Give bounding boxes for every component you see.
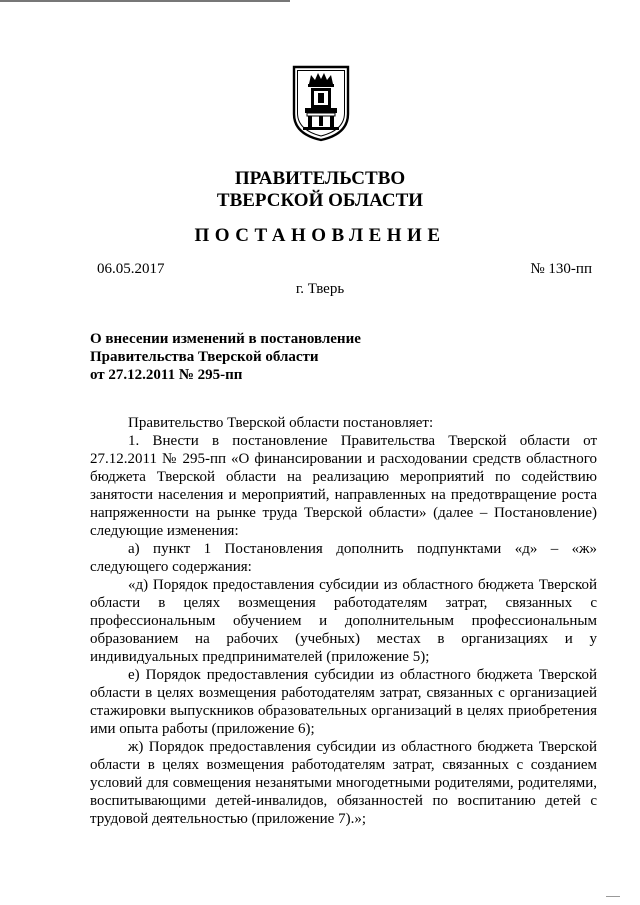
body-paragraph-preamble: Правительство Тверской области постановляет: <box>128 415 434 431</box>
scan-artifact-mark <box>606 896 620 897</box>
document-type-heading: ПОСТАНОВЛЕНИЕ <box>194 225 446 246</box>
tver-coat-of-arms-icon <box>291 64 351 142</box>
organization-name-line-2: ТВЕРСКОЙ ОБЛАСТИ <box>216 190 424 211</box>
organization-name-line-1: ПРАВИТЕЛЬСТВО <box>234 168 406 189</box>
body-paragraph-item-1: 1. Внести в постановление Правительства Тверской области от 27.12.2011 № 295-пп «О финансировании и расходовании средств областного бюджета Тверской области на реализацию мероприятий по содействию занятости населения и мероприятий, направленных на предотвращение роста напряженности на рынке труда Тверской области» (далее – Постановление) следующие изменения: <box>90 433 597 539</box>
document-body <box>90 414 597 828</box>
document-title <box>90 330 490 384</box>
document-date: 06.05.2017 <box>97 261 165 277</box>
body-paragraph-subitem-a: а) пункт 1 Постановления дополнить подпунктами «д» – «ж» следующего содержания: <box>90 541 597 575</box>
document-title-line: О внесении изменений в постановление <box>90 331 361 347</box>
document-title-line: от 27.12.2011 № 295-пп <box>90 367 243 383</box>
body-paragraph-subitem-e: е) Порядок предоставления субсидии из областного бюджета Тверской области в целях возмещения работодателям затрат, связанных с организацией стажировки выпускников образовательных организаций в целях приобретения ими опыта работы (приложение 6); <box>90 667 597 737</box>
document-number: № 130-пп <box>530 261 592 277</box>
document-title-line: Правительства Тверской области <box>90 349 319 365</box>
scan-artifact-line <box>0 0 290 2</box>
body-paragraph-subitem-zh: ж) Порядок предоставления субсидии из областного бюджета Тверской области в целях возмещения работодателям затрат, связанных с созданием условий для совмещения незанятыми многодетными родителями, родителями, воспитывающими детей-инвалидов, обязанностей по воспитанию детей с трудовой деятельностью (приложение 7).»; <box>90 739 597 827</box>
body-paragraph-subitem-d: «д) Порядок предоставления субсидии из областного бюджета Тверской области в целях возмещения работодателям затрат, связанных с профессиональным обучением и дополнительным профессиональным образованием на рабочих (учебных) местах в организациях и у индивидуальных предпринимателей (приложение 5); <box>90 577 597 665</box>
document-city: г. Тверь <box>295 281 345 297</box>
